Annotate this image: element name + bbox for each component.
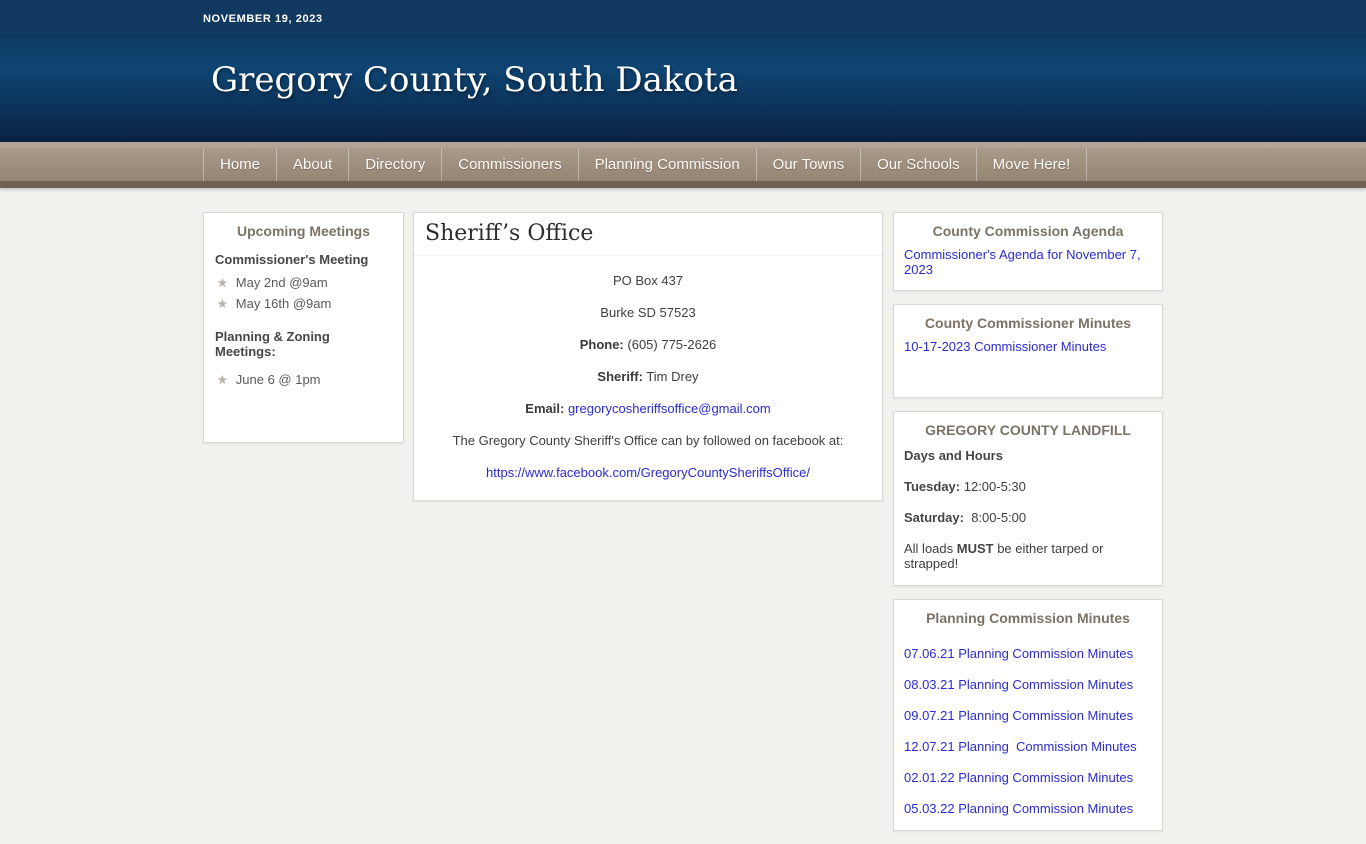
note-text: All loads	[904, 541, 957, 556]
agenda-box-title: County Commission Agenda	[932, 223, 1124, 239]
address-line: PO Box 437	[612, 273, 684, 288]
planning-minutes-link[interactable]: 02.01.22 Planning Commission Minutes	[904, 770, 1134, 785]
left-sidebar	[203, 212, 404, 456]
commission-agenda-link[interactable]: Commissioner's Agenda for November 7, 2023	[904, 247, 1141, 277]
nav-item-directory[interactable]	[348, 148, 441, 181]
nav-item-planning-commission[interactable]	[578, 148, 756, 181]
meeting-date: May 2nd @9am	[235, 275, 328, 290]
site-title[interactable]: Gregory County, South Dakota	[211, 60, 738, 100]
nav-link-home[interactable]: Home	[220, 156, 261, 173]
planning-minutes-title: Planning Commission Minutes	[926, 610, 1130, 626]
star-bullet-icon: ★	[217, 296, 228, 311]
landfill-saturday-hours	[894, 510, 1162, 525]
phone-line	[434, 337, 862, 352]
email-link[interactable]: gregorycosheriffsoffice@gmail.com	[567, 401, 771, 416]
nav-link-planning-commission[interactable]: Planning Commission	[594, 156, 740, 173]
topbar	[0, 0, 1366, 36]
planning-minutes-link[interactable]: 08.03.21 Planning Commission Minutes	[904, 677, 1134, 692]
nav-item-about[interactable]	[276, 148, 348, 181]
main-nav	[0, 142, 1366, 188]
planning-minutes-link[interactable]: 07.06.21 Planning Commission Minutes	[904, 646, 1134, 661]
note-emphasis: MUST	[956, 541, 994, 556]
planning-minutes-link[interactable]: 12.07.21 Planning Commission Minutes	[904, 739, 1137, 754]
county-commission-agenda-box	[893, 212, 1163, 291]
landfill-note	[894, 541, 1162, 585]
sheriff-name: Tim Drey	[646, 369, 699, 384]
commissioner-minutes-box	[893, 304, 1163, 398]
commissioners-meeting-heading: Commissioner's Meeting	[215, 252, 369, 267]
meeting-date: June 6 @ 1pm	[235, 372, 321, 387]
current-date: NOVEMBER 19, 2023	[203, 13, 323, 25]
facebook-line	[434, 465, 862, 480]
nav-bottom-strip	[0, 181, 1366, 188]
planning-minutes-links	[894, 646, 1162, 830]
main-column	[413, 212, 883, 514]
list-item	[204, 364, 403, 390]
nav-link-about[interactable]: About	[293, 156, 333, 173]
nav-item-our-schools[interactable]	[860, 148, 976, 181]
sheriff-label: Sheriff:	[597, 369, 643, 384]
upcoming-meetings-title: Upcoming Meetings	[236, 223, 370, 239]
sheriffs-office-article	[413, 212, 883, 501]
facebook-text: The Gregory County Sheriff's Office can by followed on facebook at:	[452, 433, 844, 448]
nav-link-our-towns[interactable]: Our Towns	[772, 156, 845, 173]
address-line: Burke SD 57523	[600, 305, 696, 320]
email-label: Email:	[525, 401, 565, 416]
page-title: Sheriff’s Office	[414, 213, 882, 256]
tuesday-hours: 12:00-5:30	[963, 479, 1026, 494]
nav-menu	[203, 148, 1163, 181]
list-item	[204, 293, 403, 314]
landfill-box-title: GREGORY COUNTY LANDFILL	[925, 422, 1131, 438]
planning-minutes-link[interactable]: 09.07.21 Planning Commission Minutes	[904, 708, 1134, 723]
nav-item-our-towns[interactable]	[756, 148, 860, 181]
tuesday-label: Tuesday:	[904, 479, 961, 494]
nav-item-home[interactable]	[203, 148, 276, 181]
right-sidebar	[893, 212, 1163, 844]
phone-label: Phone:	[579, 337, 624, 352]
landfill-days-heading: Days and Hours	[904, 448, 1003, 463]
saturday-hours: 8:00-5:00	[967, 510, 1027, 525]
landfill-tuesday-hours	[894, 479, 1162, 494]
page-content	[203, 212, 1163, 844]
meeting-date: May 16th @9am	[235, 296, 332, 311]
landfill-box	[893, 411, 1163, 586]
note-text: be either tarped or strapped!	[904, 541, 1108, 571]
star-bullet-icon: ★	[217, 372, 228, 387]
upcoming-meetings-box	[203, 212, 404, 443]
nav-link-commissioners[interactable]: Commissioners	[458, 156, 562, 173]
article-body	[414, 273, 882, 500]
facebook-link[interactable]: https://www.facebook.com/GregoryCountySheriffsOffice/	[486, 465, 810, 480]
planning-minutes-box	[893, 599, 1163, 831]
commissioner-minutes-link[interactable]: 10-17-2023 Commissioner Minutes	[904, 339, 1107, 354]
planning-zoning-heading: Planning & Zoning Meetings:	[215, 329, 330, 359]
nav-link-directory[interactable]: Directory	[365, 156, 426, 173]
site-header	[0, 36, 1366, 142]
phone-value: (605) 775-2626	[627, 337, 717, 352]
nav-item-move-here[interactable]	[976, 148, 1088, 181]
minutes-box-title: County Commissioner Minutes	[924, 315, 1132, 331]
email-line	[434, 401, 862, 416]
star-bullet-icon: ★	[217, 275, 228, 290]
list-item	[204, 272, 403, 293]
saturday-label: Saturday:	[904, 510, 964, 525]
nav-link-move-here[interactable]: Move Here!	[992, 156, 1071, 173]
sheriff-line	[434, 369, 862, 384]
nav-item-commissioners[interactable]	[441, 148, 577, 181]
nav-link-our-schools[interactable]: Our Schools	[877, 156, 960, 173]
planning-minutes-link[interactable]: 05.03.22 Planning Commission Minutes	[904, 801, 1134, 816]
